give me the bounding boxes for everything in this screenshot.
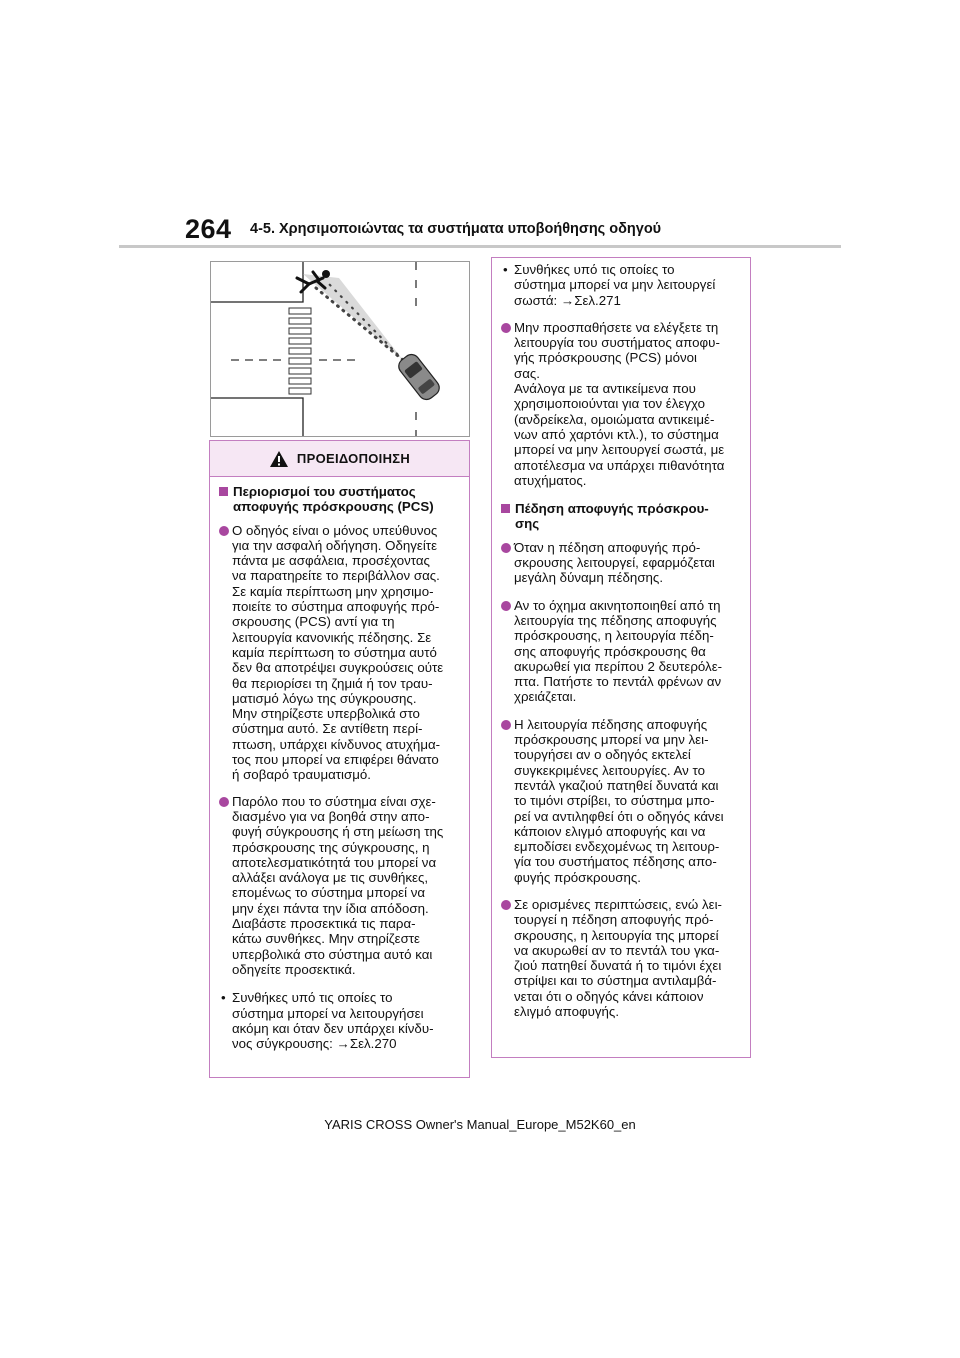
warning-header (210, 441, 469, 477)
section-title: 4-5. Χρησιμοποιώντας τα συστήματα υποβοήθησης οδηγού (250, 221, 662, 237)
right-bullet-2: Όταν η πέδηση αποφυγής πρό- σκρουσης λειτουργεί, εφαρμόζεται μεγάλη δύναμη πέδησης. (501, 540, 742, 586)
right-bullet-4: Η λειτουργία πέδησης αποφυγής πρόσκρουσης μπορεί να μην λει- τουργήσει αν ο οδηγός εκτελεί συγκεκριμένες λειτουργίες. Αν το πεντάλ γκαζιού πατηθεί δυνατά και το τιμόνι στρίβει, το σύστημα μπο- ρεί να αντιληφθεί ότι ο οδηγός κάνει κάποιον ελιγμό αποφυγής και να εμποδίσει ενδεχομένως τη λειτουρ- γία του συστήματος πέδησης απο- φυγής πρόσκρουσης. (501, 717, 742, 885)
warning-box-continued (491, 257, 751, 1058)
warning-bullet-1: Ο οδηγός είναι ο μόνος υπεύθυνος για την ασφαλή οδήγηση. Οδηγείτε πάντα με ασφάλεια, προσέχοντας να παρατηρείτε το περιβάλλον σας. Σε καμία περίπτωση μην χρησιμο- ποιείτε το σύστημα αποφυγής πρό- σκρουσης (PCS) αντί για τη λειτουργία κανονικής πέδησης. Σε καμία περίπτωση το σύστημα αυτό δεν θα αποτρέψει συγκρούσεις ούτε θα περιορίσει τη ζημιά ή τον τραυ- ματισμό λόγω της σύγκρουσης. Μην στηρίζεστε υπερβολικά στο σύστημα αυτό. Σε αντίθετη περί- πτωση, υπάρχει κίνδυνος ατυχήμα- τος που μπορεί να επιφέρει θάνατο ή σοβαρό τραυματισμό. (219, 523, 461, 783)
warning-bullet-2: Παρόλο που το σύστημα είναι σχε- διασμένο για να βοηθά στην απο- φυγή σύγκρουσης ή στη μείωση της πρόσκρουσης της σύγκρουσης, η αποτελεσματικότητά του μπορεί να αλλάξει ανάλογα με τις συνθήκες, επομένως το σύστημα μπορεί να μην έχει πάντα την ίδια απόδοση. Διαβάστε προσεκτικά τις παρα- κάτω συνθήκες. Μην στηρίζεστε υπερβολικά στο σύστημα αυτό και οδηγείτε προσεκτικά. (219, 794, 461, 978)
warning-heading: Περιορισμοί του συστήματος αποφυγής πρόσκρουσης (PCS) (219, 484, 461, 515)
right-bullet-5: Σε ορισμένες περιπτώσεις, ενώ λει- τουργεί η πέδηση αποφυγής πρό- σκρουσης, η λειτουργία της μπορεί να ακυρωθεί αν το πεντάλ του γκα- ζιού πατηθεί δυνατά ή το τιμόνι έχει στρίψει και το σύστημα αντιλαμβά- νεται ότι ο οδηγός κάνει κάποιον ελιγμό αποφυγής. (501, 897, 742, 1019)
warning-sub-bullet: • Συνθήκες υπό τις οποίες το σύστημα μπορεί να λειτουργήσει ακόμη και όταν δεν υπάρχει κίνδυ- νος σύγκρουσης: →Σελ.270 (219, 990, 461, 1051)
warning-title: ΠΡΟΕΙΔΟΠΟΙΗΣΗ (296, 451, 411, 466)
right-bullet-1: Μην προσπαθήσετε να ελέγξετε τη λειτουργία του συστήματος αποφυ- γής πρόσκρουσης (PCS) μόνοι σας. Ανάλογα με τα αντικείμενα που χρησιμοποιούνται για τον έλεγχο (ανδρείκελα, ομοιώματα αντικειμέ- νων από χαρτόνι κτλ.), το σύστημα μπορεί να μην λειτουργεί σωστά, με αποτέλεσμα να υπάρχει πιθανότητα ατυχήματος. (501, 320, 742, 488)
footer: YARIS CROSS Owner's Manual_Europe_M52K60_en (324, 1117, 636, 1132)
warning-triangle-icon (269, 450, 289, 468)
page-number: 264 (185, 214, 232, 244)
right-bullet-3: Αν το όχημα ακινητοποιηθεί από τη λειτουργία της πέδησης αποφυγής πρόσκρουσης, η λειτουργία πέδη- σης αποφυγής πρόσκρουσης θα ακυρωθεί για περίπου 2 δευτερόλε- πτα. Πατήστε το πεντάλ φρένων αν χρειάζεται. (501, 598, 742, 705)
right-sub-bullet: • Συνθήκες υπό τις οποίες το σύστημα μπορεί να μην λειτουργεί σωστά: →Σελ.271 (501, 262, 742, 308)
pedestrian-detection-illustration (210, 261, 470, 437)
right-heading: Πέδηση αποφυγής πρόσκρου- σης (501, 501, 742, 532)
warning-box (209, 440, 470, 1078)
header-rule (119, 245, 841, 248)
